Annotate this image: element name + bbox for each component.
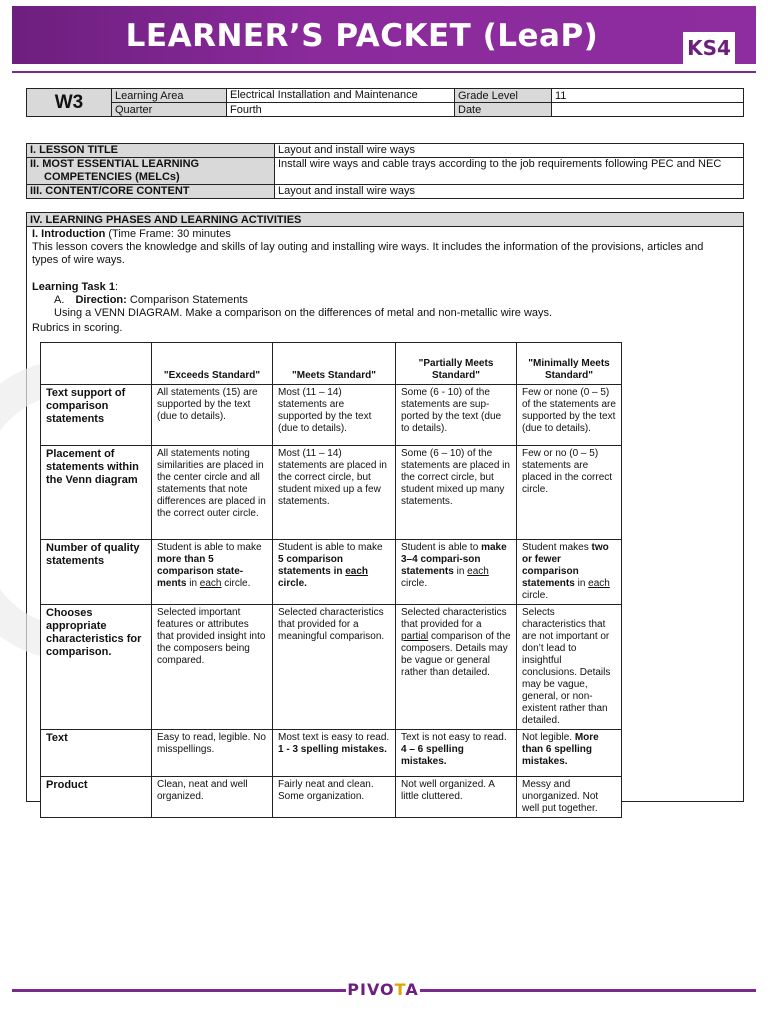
cell-text: Student is able to — [401, 542, 482, 553]
cell-text: Most text is easy to read. — [278, 732, 390, 743]
cell-text: Student is able to make — [278, 542, 383, 553]
rubric-cell: Most (11 – 14) statements are placed in the correct circle, but student mixed up a few statements. — [273, 446, 396, 540]
cell-text-bold: circle. — [278, 578, 307, 589]
rubric-header-exceeds: "Exceeds Standard" — [152, 343, 273, 385]
direction-line — [54, 294, 248, 307]
rubric-cell: Some (6 – 10) of the statements are placed in the correct circle, but student mixed up many statements. — [396, 446, 517, 540]
rubric-cell — [396, 540, 517, 605]
rubric-cell: Clean, neat and well organized. — [152, 777, 273, 818]
rubric-cell: All statements noting similarities are placed in the center circle and all statements that note differences are placed in the correct outer circle. — [152, 446, 273, 540]
cell-text-bold: More than 6 spelling mistakes. — [522, 732, 599, 767]
melc-label-line-1: II. MOST ESSENTIAL LEARNING — [30, 158, 200, 170]
cell-text: Selected characteristics that provided for a — [401, 607, 507, 630]
lesson-table — [26, 143, 744, 199]
grade-level-label: Grade Level — [455, 89, 552, 103]
rubric-cell: Easy to read, legible. No misspellings. — [152, 730, 273, 777]
melc-label-line-2: COMPETENCIES (MELCs) — [44, 171, 180, 183]
info-table — [26, 88, 744, 117]
phases-heading: IV. LEARNING PHASES AND LEARNING ACTIVITIES — [27, 213, 743, 227]
quarter-label: Quarter — [112, 103, 227, 117]
cell-text: circle. — [221, 578, 251, 589]
cell-text-underline: each — [199, 578, 222, 589]
lesson-title-label: I. LESSON TITLE — [27, 144, 275, 158]
cell-text: Text is not easy to read. — [401, 732, 507, 743]
lesson-title-value: Layout and install wire ways — [275, 144, 744, 158]
rubric-header-meets: "Meets Standard" — [273, 343, 396, 385]
learning-area-value: Electrical Installation and Maintenance — [227, 89, 455, 103]
rubric-header-row — [41, 343, 622, 385]
direction-label: Direction: — [75, 294, 127, 306]
introduction-line — [32, 228, 231, 241]
cell-text: Not legible. — [522, 732, 575, 743]
ks-badge: KS4 — [683, 32, 735, 64]
logo-text-accent: T — [394, 980, 406, 999]
rubric-cell — [273, 730, 396, 777]
intro-label: I. Introduction — [32, 228, 106, 240]
content-value: Layout and install wire ways — [275, 185, 744, 199]
rubric-cell — [517, 730, 622, 777]
rubric-cell — [152, 540, 273, 605]
week-cell: W3 — [27, 89, 112, 117]
rubric-row — [41, 446, 622, 540]
direction-letter: A. — [54, 294, 65, 306]
rubric-cell: Not well organized. A little cluttered. — [396, 777, 517, 818]
cell-text-bold: two or fewer comparison statements — [522, 542, 609, 589]
intro-text: This lesson covers the knowledge and skills of lay outing and installing wire ways. It includes the information of the provisions, articles and types of wire ways. — [32, 241, 704, 266]
cell-text-bold: 5 comparison statements in — [278, 554, 346, 577]
cell-text-underline: each — [345, 566, 369, 577]
cell-text-bold: more than 5 comparison state-ments — [157, 554, 244, 589]
rubric-cell: Selected important features or attributes that provided insight into the composers being compared. — [152, 605, 273, 730]
task-colon: : — [114, 281, 118, 293]
packet-title: LEARNER’S PACKET (LeaP) — [125, 18, 599, 54]
task-line — [32, 281, 118, 294]
rubric-cell: Few or no (0 – 5) statements are placed in the correct circle. — [517, 446, 622, 540]
rubric-cell: Fairly neat and clean. Some organization. — [273, 777, 396, 818]
logo-text: PIVO — [347, 980, 395, 999]
instruction: Using a VENN DIAGRAM. Make a comparison on the differences of metal and non-metallic wire ways. — [54, 307, 553, 319]
cell-text: circle. — [401, 578, 428, 589]
quarter-value: Fourth — [227, 103, 455, 117]
rubric-row — [41, 730, 622, 777]
criterion-characteristics: Chooses appropriate characteristics for comparison. — [41, 605, 152, 730]
rubric-cell: Most (11 – 14) statements are supported by the text (due to details). — [273, 385, 396, 446]
learning-area-label: Learning Area — [112, 89, 227, 103]
content-label: III. CONTENT/CORE CONTENT — [27, 185, 275, 199]
rubric-cell: Messy and unorganized. Not well put together. — [517, 777, 622, 818]
date-value — [552, 103, 744, 117]
cell-text: in — [186, 578, 200, 589]
cell-text: in — [453, 566, 468, 577]
criterion-text-support: Text support of comparison statements — [41, 385, 152, 446]
header-rule — [12, 71, 756, 73]
rubric-row — [41, 605, 622, 730]
header-banner — [12, 6, 756, 64]
rubric-cell: Selects characteristics that are not important or don’t lead to insightful conclusions. Details may be vague, general, or non-existent rather than detailed. — [517, 605, 622, 730]
cell-text-bold: make 3–4 compari-son statements — [401, 542, 507, 577]
rubric-cell — [396, 605, 517, 730]
rubrics-note: Rubrics in scoring. — [32, 322, 123, 334]
criterion-text: Text — [41, 730, 152, 777]
melc-label — [27, 158, 275, 185]
rubric-cell — [273, 540, 396, 605]
pivot-logo — [346, 979, 420, 1001]
rubric-header-partially: "Partially Meets Standard" — [396, 343, 517, 385]
cell-text: circle. — [522, 590, 549, 601]
cell-text: comparison of the composers. Details may be vague or general rather than detailed. — [401, 631, 511, 678]
footer-rule-right — [420, 989, 756, 992]
rubric-cell: Few or none (0 – 5) of the statements are supported by the text (due to details). — [517, 385, 622, 446]
cell-text: in — [574, 578, 589, 589]
criterion-quality-statements: Number of quality statements — [41, 540, 152, 605]
cell-text: Student is able to make — [157, 542, 262, 553]
footer-rule-left — [12, 989, 346, 992]
rubric-cell: All statements (15) are supported by the text (due to details). — [152, 385, 273, 446]
rubric-row — [41, 777, 622, 818]
rubric-cell: Selected characteristics that provided for a meaningful comparison. — [273, 605, 396, 730]
rubric-header-empty — [41, 343, 152, 385]
rubric-table — [40, 342, 622, 818]
cell-text-bold: 1 - 3 spelling mistakes. — [278, 744, 387, 755]
rubric-cell — [396, 730, 517, 777]
criterion-product: Product — [41, 777, 152, 818]
task-label: Learning Task 1 — [32, 281, 115, 293]
date-label: Date — [455, 103, 552, 117]
logo-text: A — [405, 980, 419, 999]
rubric-cell — [517, 540, 622, 605]
cell-text: Student makes — [522, 542, 592, 553]
rubric-cell: Some (6 - 10) of the statements are sup-ported by the text (due to details). — [396, 385, 517, 446]
direction-text: Comparison Statements — [129, 294, 248, 306]
rubric-row — [41, 540, 622, 605]
cell-text-underline: partial — [401, 631, 429, 642]
criterion-placement: Placement of statements within the Venn diagram — [41, 446, 152, 540]
cell-text-bold: 4 – 6 spelling mistakes. — [401, 744, 464, 767]
cell-text-underline: each — [588, 578, 610, 589]
intro-time: (Time Frame: 30 minutes — [108, 228, 231, 240]
rubric-header-minimally: "Minimally Meets Standard" — [517, 343, 622, 385]
rubric-row — [41, 385, 622, 446]
melc-value: Install wire ways and cable trays according to the job requirements following PEC and NEC — [275, 158, 744, 185]
grade-level-value: 11 — [552, 89, 744, 103]
cell-text-underline: each — [467, 566, 489, 577]
